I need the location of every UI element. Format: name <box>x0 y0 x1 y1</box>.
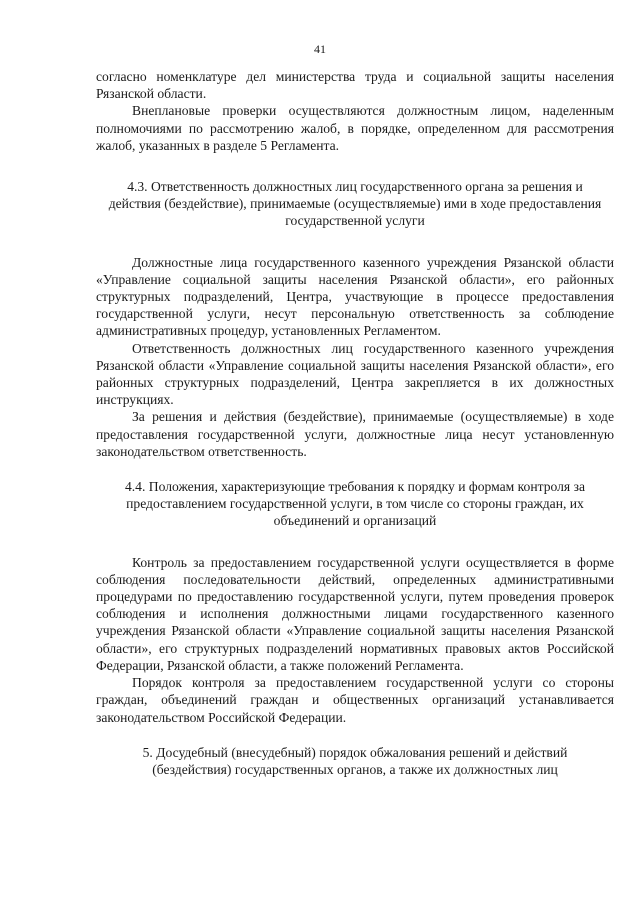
paragraph-unscheduled-checks: Внеплановые проверки осуществляются должностным лицом, наделенным полномочиями по рассмотрению жалоб, в порядке, определенном для рассмотрения жалоб, указанных в разделе 5 Регламента. <box>96 103 614 153</box>
section-heading-4-4: 4.4. Положения, характеризующие требования к порядку и формам контроля за предоставлением государственной услуги, в том числе со стороны граждан, их объединений и организаций <box>124 479 585 529</box>
paragraph-citizen-control: Порядок контроля за предоставлением государственной услуги со стороны граждан, объединений граждан и общественных организаций устанавливается законодательством Российской Федерации. <box>96 675 614 725</box>
paragraph-control-form: Контроль за предоставлением государственной услуги осуществляется в форме соблюдения последовательности действий, определенных административными процедурами по предоставлению государственной услуги, путем проведения проверок соблюдения и исполнения должностными лицами государственного казенного учреждения Рязанской области «Управление социальной защиты населения Рязанской области», его структурных подразделений нормативных правовых актов Российской Федерации, Рязанской области, а также положений Регламента. <box>96 554 614 673</box>
paragraph-decisions-actions: За решения и действия (бездействие), принимаемые (осуществляемые) в ходе предоставления государственной услуги, должностные лица несут установленную законодательством ответственность. <box>96 409 614 459</box>
page-number: 41 <box>314 42 326 56</box>
document-body <box>96 68 614 778</box>
section-heading-5: 5. Досудебный (внесудебный) порядок обжалования решений и действий (бездействия) государственных органов, а также их должностных лиц <box>142 744 568 777</box>
paragraph-continuation: согласно номенклатуре дел министерства труда и социальной защиты населения Рязанской области. <box>96 69 614 102</box>
paragraph-officials-responsibility: Должностные лица государственного казенного учреждения Рязанской области «Управление социальной защиты населения Рязанской области», его районных структурных подразделений, Центра, участвующие в процессе предоставления государственной услуги, несут персональную ответственность за соблюдение административных процедур, установленных Регламентом. <box>96 254 614 339</box>
paragraph-responsibility-instructions: Ответственность должностных лиц государственного казенного учреждения Рязанской области «Управление социальной защиты населения Рязанской области», его районных структурных подразделений, Центра закрепляется в их должностных инструкциях. <box>96 340 614 408</box>
section-heading-4-3: 4.3. Ответственность должностных лиц государственного органа за решения и действия (бездействие), принимаемые (осуществляемые) ими в ходе предоставления государственной услуги <box>108 179 602 229</box>
